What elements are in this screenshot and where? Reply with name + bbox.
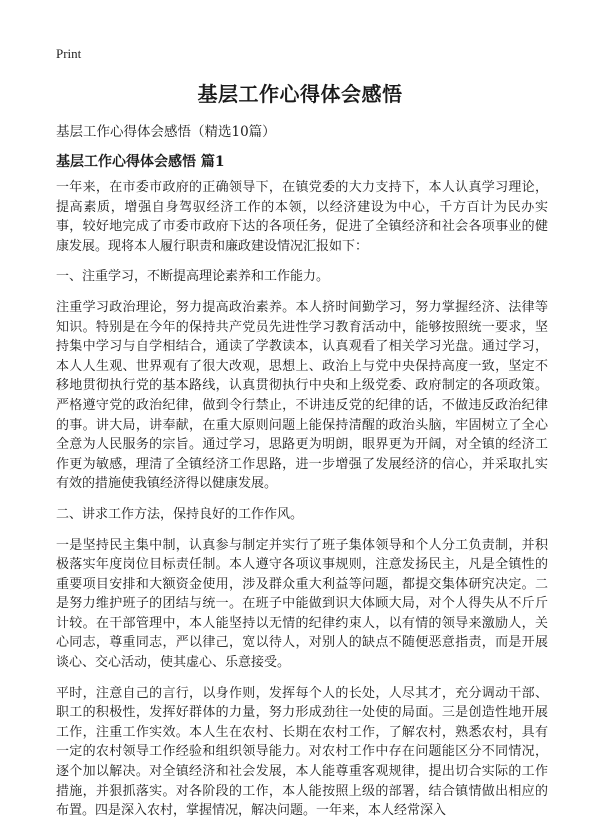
print-link[interactable]: Print bbox=[56, 46, 82, 61]
paragraph-conduct: 平时，注意自己的言行，以身作则，发挥每个人的长处，人尽其才，充分调动干部、职工的积极性，发挥好群体的力量，努力形成劲往一处使的局面。三是创造性地开展工作，注重工作实效。本人生在农村、长期在农村工作，了解农村，熟悉农村，具有一定的农村领导工作经验和组织领导能力。对农村工作中存在问题能区分不同情况，逐个加以解决。对全镇经济和社会发展，本人能尊重客观规律，提出切合实际的工作措施，并狠抓落实。对各阶段的工作，本人能按照上级的部署，结合镇情做出相应的布置。四是深入农村，掌握情况，解决问题。一年来，本人经常深入 bbox=[56, 685, 548, 819]
paragraph-intro: 一年来，在市委市政府的正确领导下，在镇党委的大力支持下，本人认真学习理论，提高素质，增强自身驾驭经济工作的本领，以经济建设为中心，千方百计为民办实事，较好地完成了市委市政府下达的各项任务，促进了全镇经济和社会各项事业的健康发展。现将本人履行职责和廉政建设情况汇报如下： bbox=[56, 180, 548, 254]
document-title: 基层工作心得体会感悟 bbox=[197, 82, 403, 106]
section-heading: 基层工作心得体会感悟 篇1 bbox=[56, 154, 225, 170]
paragraph-heading-1: 一、注重学习，不断提高理论素养和工作能力。 bbox=[56, 269, 330, 285]
paragraph-method: 一是坚持民主集中制，认真参与制定并实行了班子集体领导和个人分工负责制，并积极落实年度岗位目标责任制。本人遵守各项议事规则，注意发扬民主，凡是全镇性的重要项目安排和大额资金使用，涉及群众重大利益等问题，都提交集体研究决定。二是努力维护班子的团结与统一。在班子中能做到识大体顾大局，对个人得失从不斤斤计较。在干部管理中，本人能坚持以无情的纪律约束人，以有情的领导来激励人，关心同志，尊重同志，严以律己，宽以待人，对别人的缺点不随便恶意指责，而是开展谈心、交心活动，使其虚心、乐意接受。 bbox=[56, 537, 548, 671]
paragraph-heading-2: 二、讲求工作方法，保持良好的工作作风。 bbox=[56, 506, 304, 522]
paragraph-study: 注重学习政治理论，努力提高政治素养。本人挤时间勤学习，努力掌握经济、法律等知识。特别是在今年的保持共产党员先进性学习教育活动中，能够按照统一要求，坚持集中学习与自学相结合，通读了学教读本，认真观看了相关学习光盘。通过学习，本人人生观、世界观有了很大改观，思想上、政治上与党中央保持高度一致，坚定不移地贯彻执行党的基本路线，认真贯彻执行中央和上级党委、政府制定的各项政策。严格遵守党的政治纪律，做到令行禁止，不讲违反党的纪律的话，不做违反政治纪律的事。讲大局，讲奉献，在重大原则问题上能保持清醒的政治头脑，牢固树立了全心全意为人民服务的宗旨。通过学习，思路更为明朗，眼界更为开阔，对全镇的经济工作更为敏感，理清了全镇经济工作思路，进一步增强了发展经济的信心，并采取扎实有效的措施使我镇经济得以健康发展。 bbox=[56, 299, 548, 492]
document-subtitle: 基层工作心得体会感悟（精选10篇） bbox=[56, 124, 276, 140]
document-body bbox=[56, 178, 548, 832]
